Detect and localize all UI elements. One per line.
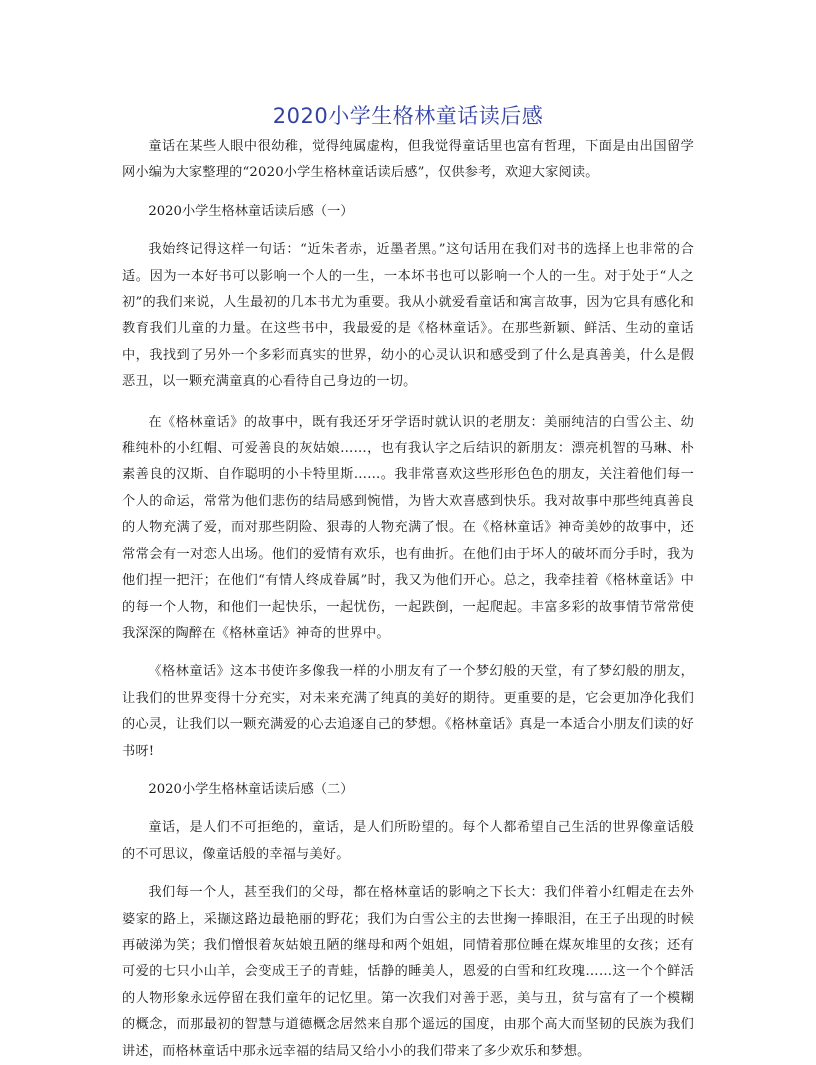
- document-title: 2020小学生格林童话读后感: [272, 104, 544, 128]
- section-2-heading: 2020小学生格林童话读后感（二）: [148, 781, 354, 797]
- section-1-heading: 2020小学生格林童话读后感（一）: [148, 203, 354, 219]
- section-1-paragraph: 《格林童话》这本书使许多像我一样的小朋友有了一个梦幻般的天堂，有了梦幻般的朋友，让我们的世界变得十分充实，对未来充满了纯真的美好的期待。更重要的是，它会更加净化我们的心灵，让我们以一颗充满爱的心去追逐自己的梦想。《格林童话》真是一本适合小朋友们读的好书呀!: [122, 664, 694, 759]
- document-body: [122, 134, 694, 1065]
- section-2-paragraph: 我们每一个人，甚至我们的父母，都在格林童话的影响之下长大：我们伴着小红帽走在去外婆家的路上，采撷这路边最艳丽的野花；我们为白雪公主的去世掬一捧眼泪，在王子出现的时候再破涕为笑；我们憎恨着灰姑娘丑陋的继母和两个姐姐，同情着那位睡在煤灰堆里的女孩；还有可爱的七只小山羊，会变成王子的青蛙，恬静的睡美人，恩爱的白雪和红玫瑰……这一个个鲜活的人物形象永远停留在我们童年的记忆里。第一次我们对善于恶，美与丑，贫与富有了一个模糊的概念，而那最初的智慧与道德概念居然来自那个遥远的国度，由那个高大而坚韧的民族为我们讲述，而格林童话中那永远幸福的结局又给小小的我们带来了多少欢乐和梦想。: [122, 885, 694, 1059]
- section-1-paragraph: 在《格林童话》的故事中，既有我还牙牙学语时就认识的老朋友：美丽纯洁的白雪公主、幼稚纯朴的小红帽、可爱善良的灰姑娘……，也有我认字之后结识的新朋友：漂亮机智的马琳、朴素善良的汉斯、自作聪明的小卡特里斯……。我非常喜欢这些形形色色的朋友，关注着他们每一个人的命运，常常为他们悲伤的结局感到惋惜，为皆大欢喜感到快乐。我对故事中那些纯真善良的人物充满了爱，而对那些阴险、狠毒的人物充满了恨。在《格林童话》神奇美妙的故事中，还常常会有一对恋人出场。他们的爱情有欢乐，也有曲折。在他们由于坏人的破坏而分手时，我为他们捏一把汗；在他们“有情人终成眷属”时，我又为他们开心。总之，我牵挂着《格林童话》中的每一个人物，和他们一起快乐，一起忧伤，一起跌倒，一起爬起。丰富多彩的故事情节常常使我深深的陶醉在《格林童话》神奇的世界中。: [122, 414, 694, 641]
- section-2-paragraph: 童话，是人们不可拒绝的，童话，是人们所盼望的。每个人都希望自己生活的世界像童话般的不可思议，像童话般的幸福与美好。: [122, 820, 694, 862]
- section-1-paragraph: 我始终记得这样一句话：“近朱者赤，近墨者黑。”这句话用在我们对书的选择上也非常的合适。因为一本好书可以影响一个人的一生，一本坏书也可以影响一个人的一生。对于处于“人之初”的我们来说，人生最初的几本书尤为重要。我从小就爱看童话和寓言故事，因为它具有感化和教育我们儿童的力量。在这些书中，我最爱的是《格林童话》。在那些新颖、鲜活、生动的童话中，我找到了另外一个多彩而真实的世界，幼小的心灵认识和感受到了什么是真善美，什么是假恶丑，以一颗充满童真的心看待自己身边的一切。: [122, 242, 694, 390]
- intro-paragraph: 童话在某些人眼中很幼稚，觉得纯属虚构，但我觉得童话里也富有哲理，下面是由出国留学网小编为大家整理的“2020小学生格林童话读后感”，仅供参考，欢迎大家阅读。: [122, 139, 694, 181]
